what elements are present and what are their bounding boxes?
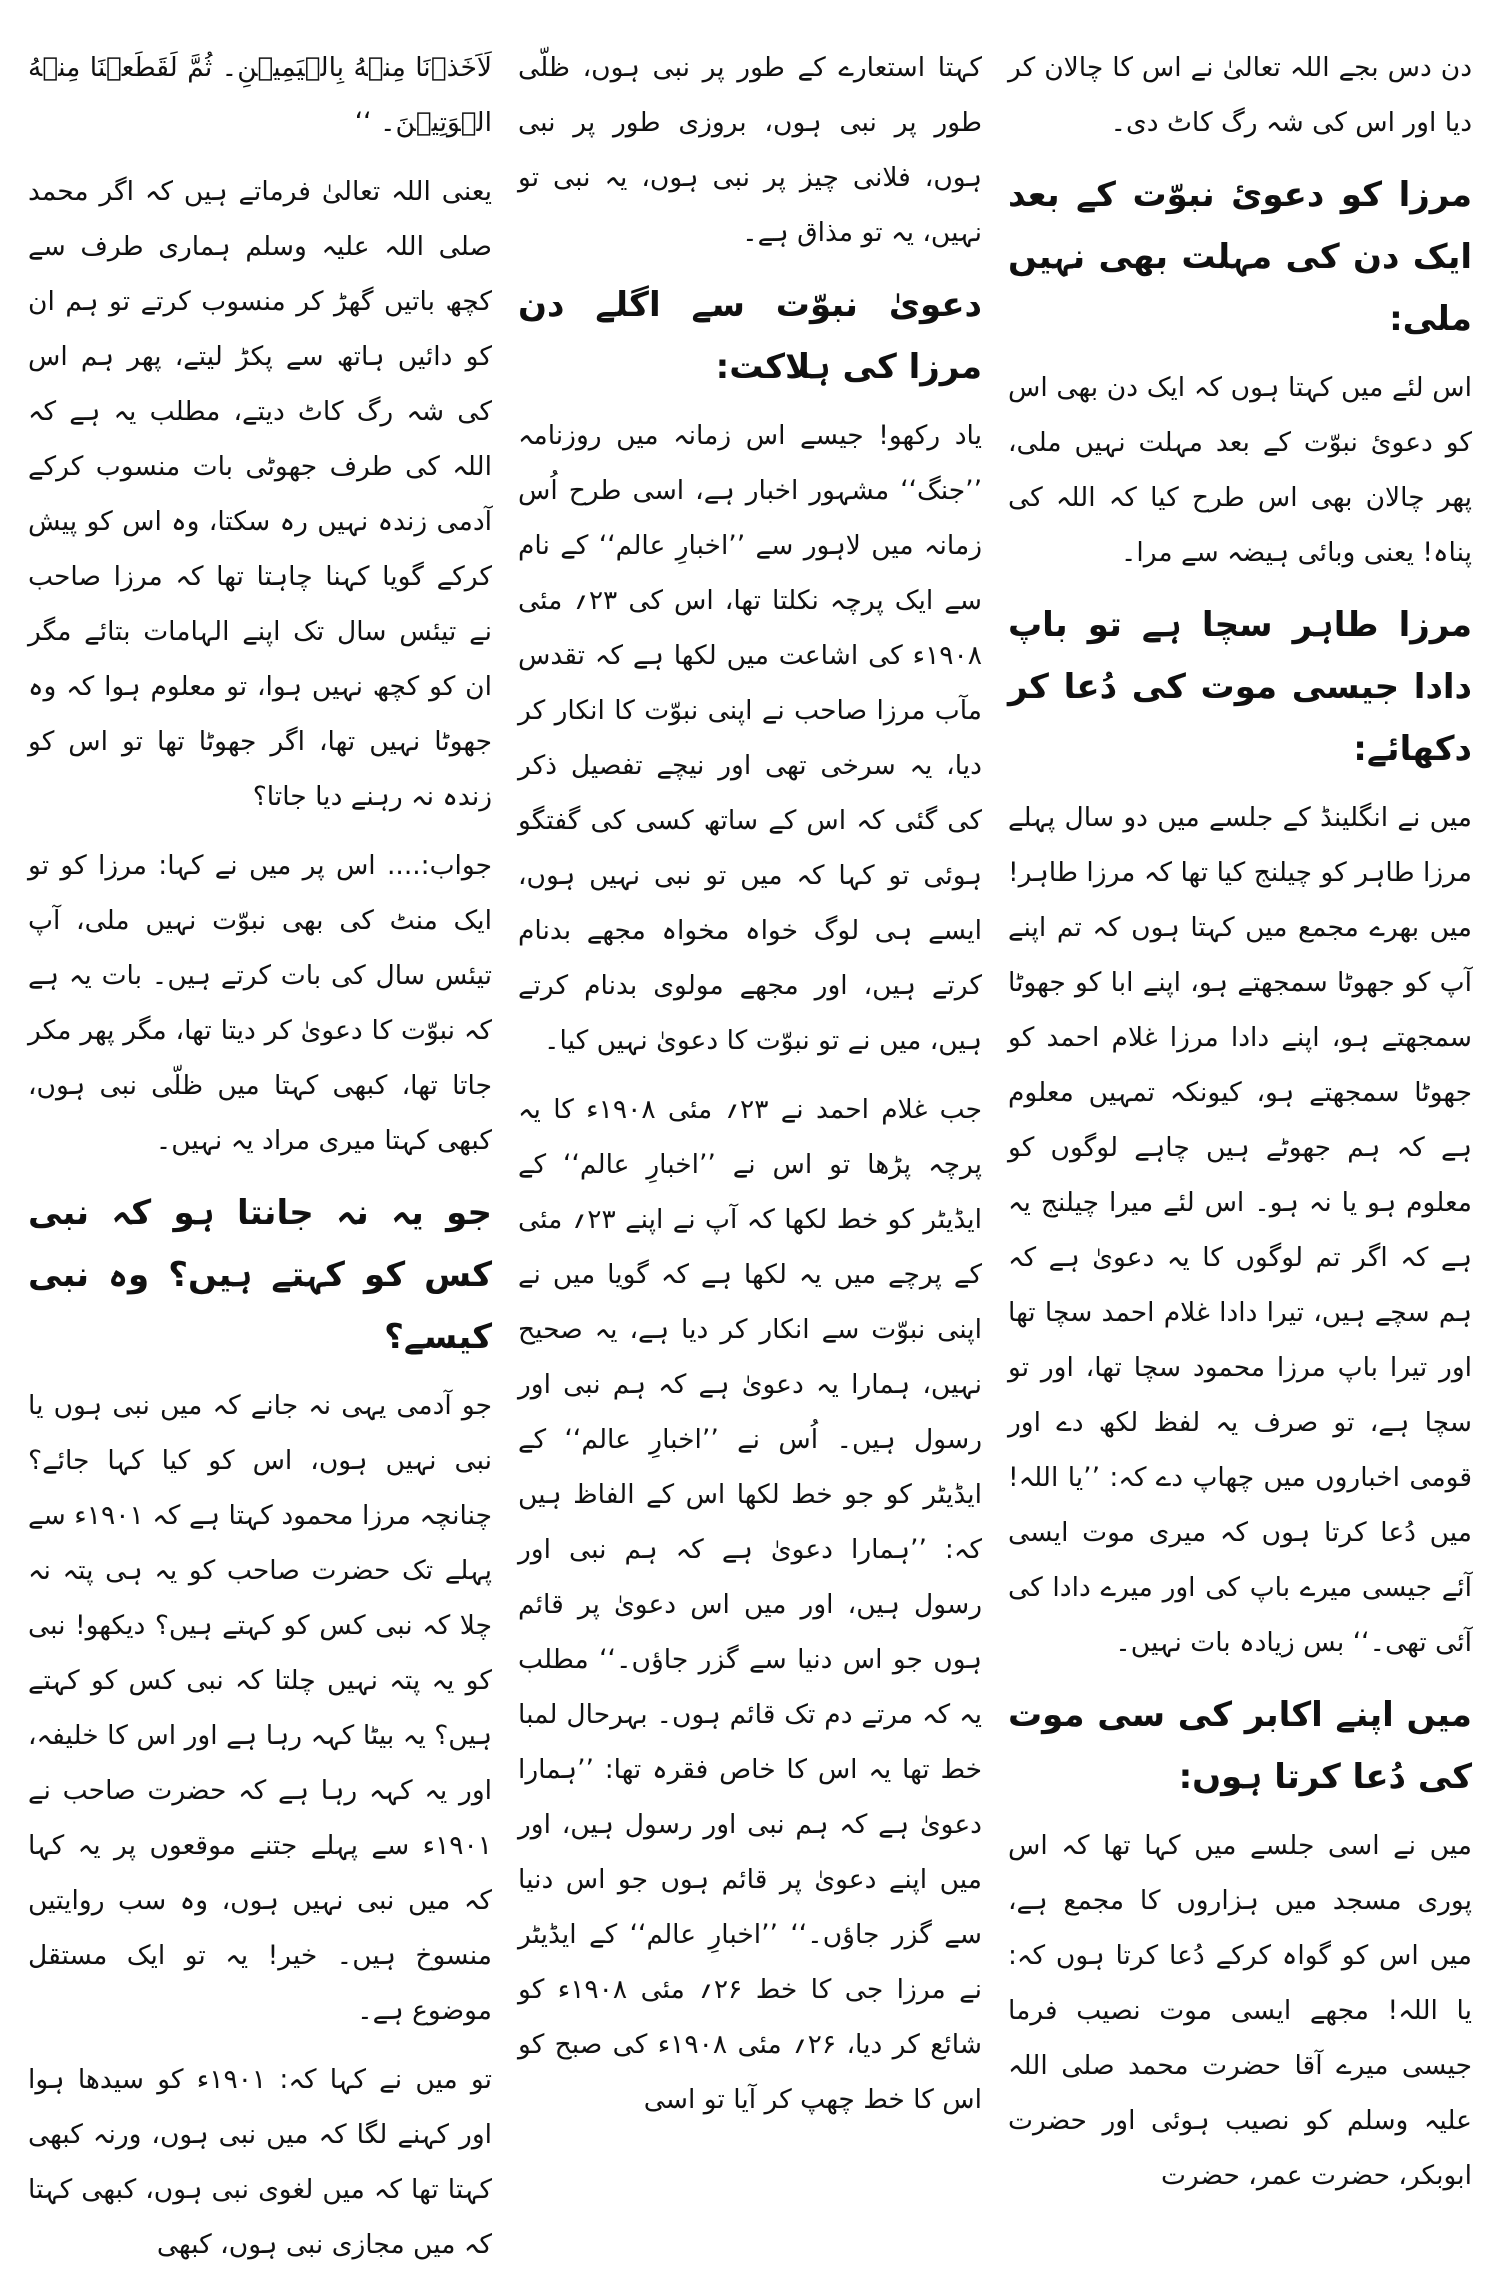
paragraph: جواب:.... اس پر میں نے کہا: مرزا کو تو ایک منٹ کی بھی نبوّت نہیں ملی، آپ تیئس سال کی بات کرتے ہیں۔ بات یہ ہے کہ نبوّت کا دعویٰ کر دیتا تھا، مگر پھر مکر جاتا تھا، کبھی کہتا میں ظلّی نبی ہوں، کبھی کہتا میری مراد یہ نہیں۔ [28,850,492,1156]
paragraph: میں نے انگلینڈ کے جلسے میں دو سال پہلے مرزا طاہر کو چیلنج کیا تھا کہ مرزا طاہر! میں بھرے مجمع میں کہتا ہوں کہ تم اپنے آپ کو جھوٹا سمجھتے ہو، اپنے ابا کو جھوٹا سمجھتے ہو، اپنے دادا مرزا غلام احمد کو جھوٹا سمجھتے ہو، کیونکہ تمہیں معلوم ہے کہ ہم جھوٹے ہیں چاہے لوگوں کو معلوم ہو یا نہ ہو۔ اس لئے میرا چیلنج یہ ہے کہ اگر تم لوگوں کا یہ دعویٰ ہے کہ ہم سچے ہیں، تیرا دادا غلام احمد سچا تھا اور تیرا باپ مرزا محمود سچا تھا، اور تو سچا ہے، تو صرف یہ لفظ لکھ دے اور قومی اخباروں میں چھاپ دے کہ: ’’یا اللہ! میں دُعا کرتا ہوں کہ میری موت ایسی آئے جیسی میرے باپ کی اور میرے دادا کی آئی تھی۔‘‘ بس زیادہ بات نہیں۔ [1008,802,1472,1658]
section-heading: دعویٰ نبوّت سے اگلے دن مرزا کی ہلاکت: [518,285,982,387]
paragraph: میں نے اسی جلسے میں کہا تھا کہ اس پوری مسجد میں ہزاروں کا مجمع ہے، میں اس کو گواہ کرکے دُعا کرتا ہوں کہ: یا اللہ! مجھے ایسی موت نصیب فرما جیسی میرے آقا حضرت محمد صلی اللہ علیہ وسلم کو نصیب ہوئی اور حضرت ابوبکر، حضرت عمر، حضرت [1008,1830,1472,2191]
text-column-middle [518,40,982,2180]
paragraph: جب غلام احمد نے ۲۳؍ مئی ۱۹۰۸ء کا یہ پرچہ پڑھا تو اس نے ’’اخبارِ عالم‘‘ کے ایڈیٹر کو خط لکھا کہ آپ نے اپنے ۲۳؍ مئی کے پرچے میں یہ لکھا ہے کہ گویا میں نے اپنی نبوّت سے انکار کر دیا ہے، یہ صحیح نہیں، ہمارا یہ دعویٰ ہے کہ ہم نبی اور رسول ہیں۔ اُس نے ’’اخبارِ عالم‘‘ کے ایڈیٹر کو جو خط لکھا اس کے الفاظ ہیں کہ: ’’ہمارا دعویٰ ہے کہ ہم نبی اور رسول ہیں، اور میں اس دعویٰ پر قائم ہوں جو اس دنیا سے گزر جاؤں۔‘‘ مطلب یہ کہ مرتے دم تک قائم ہوں۔ بہرحال لمبا خط تھا یہ اس کا خاص فقرہ تھا: ’’ہمارا دعویٰ ہے کہ ہم نبی اور رسول ہیں، اور میں اپنے دعویٰ پر قائم ہوں جو اس دنیا سے گزر جاؤں۔‘‘ ’’اخبارِ عالم‘‘ کے ایڈیٹر نے مرزا جی کا خط ۲۶؍ مئی ۱۹۰۸ء کو شائع کر دیا، ۲۶؍ مئی ۱۹۰۸ء کی صبح کو اس کا خط چھپ کر آیا تو اسی [518,1094,983,2115]
paragraph: اس لئے میں کہتا ہوں کہ ایک دن بھی اس کو دعویٔ نبوّت کے بعد مہلت نہیں ملی، پھر چالان بھی اس طرح کیا کہ اللہ کی پناہ! یعنی وبائی ہیضہ سے مرا۔ [1008,372,1472,568]
text-column-right [28,40,492,2260]
paragraph: یعنی اللہ تعالیٰ فرماتے ہیں کہ اگر محمد صلی اللہ علیہ وسلم ہماری طرف سے کچھ باتیں گھڑ کر منسوب کرتے تو ہم ان کو دائیں ہاتھ سے پکڑ لیتے، پھر ہم اس کی شہ رگ کاٹ دیتے، مطلب یہ ہے کہ اللہ کی طرف جھوٹی بات منسوب کرکے آدمی زندہ نہیں رہ سکتا، وہ اس کو پیش کرکے گویا کہنا چاہتا تھا کہ مرزا صاحب نے تیئس سال تک اپنے الہامات بتائے مگر ان کو کچھ نہیں ہوا، تو معلوم ہوا کہ وہ جھوٹا نہیں تھا، اگر جھوٹا تھا تو اس کو زندہ نہ رہنے دیا جاتا؟ [28,176,492,812]
paragraph: یاد رکھو! جیسے اس زمانہ میں روزنامہ ’’جنگ‘‘ مشہور اخبار ہے، اسی طرح اُس زمانہ میں لاہور سے ’’اخبارِ عالم‘‘ کے نام سے ایک پرچہ نکلتا تھا، اس کی ۲۳؍ مئی ۱۹۰۸ء کی اشاعت میں لکھا ہے کہ تقدس مآب مرزا صاحب نے اپنی نبوّت کا انکار کر دیا، یہ سرخی تھی اور نیچے تفصیل ذکر کی گئی کہ اس کے ساتھ کسی کی گفتگو ہوئی تو کہا کہ میں تو نبی نہیں ہوں، ایسے ہی لوگ خواہ مخواہ مجھے بدنام کرتے ہیں، اور مجھے مولوی بدنام کرتے ہیں، میں نے تو نبوّت کا دعویٰ نہیں کیا۔ [518,420,982,1056]
paragraph: جو آدمی یہی نہ جانے کہ میں نبی ہوں یا نبی نہیں ہوں، اس کو کیا کہا جائے؟ چنانچہ مرزا محمود کہتا ہے کہ ۱۹۰۱ء سے پہلے تک حضرت صاحب کو یہ ہی پتہ نہ چلا کہ نبی کس کو کہتے ہیں؟ دیکھو! نبی کو یہ پتہ نہیں چلتا کہ نبی کس کو کہتے ہیں؟ یہ بیٹا کہہ رہا ہے اور اس کا خلیفہ، اور یہ کہہ رہا ہے کہ حضرت صاحب نے ۱۹۰۱ء سے پہلے جتنے موقعوں پر یہ کہا کہ میں نبی نہیں ہوں، وہ سب روایتیں منسوخ ہیں۔ خیر! یہ تو ایک مستقل موضوع ہے۔ [28,1390,492,2026]
section-heading: میں اپنے اکابر کی سی موت کی دُعا کرتا ہوں: [1008,1695,1472,1797]
text-column-left [1008,40,1472,2191]
paragraph: کہتا استعارے کے طور پر نبی ہوں، ظلّی طور پر نبی ہوں، بروزی طور پر نبی ہوں، فلانی چیز پر نبی ہوں، یہ نبی تو نہیں، یہ تو مذاق ہے۔ [518,52,982,248]
paragraph: لَاَخَذۡنَا مِنۡهُ بِالۡیَمِیۡنِ۔ ثُمَّ لَقَطَعۡنَا مِنۡهُ الۡوَتِیۡنَ۔ ‘‘ [28,52,492,138]
paragraph: دن دس بجے اللہ تعالیٰ نے اس کا چالان کر دیا اور اس کی شہ رگ کاٹ دی۔ [1008,52,1472,138]
paragraph: تو میں نے کہا کہ: ۱۹۰۱ء کو سیدھا ہوا اور کہنے لگا کہ میں نبی ہوں، ورنہ کبھی کہتا تھا کہ میں لغوی نبی ہوں، کبھی کہتا کہ میں مجازی نبی ہوں، کبھی [28,2064,492,2260]
section-heading: جو یہ نہ جانتا ہو کہ نبی کس کو کہتے ہیں؟ وہ نبی کیسے؟ [28,1193,492,1357]
section-heading: مرزا طاہر سچا ہے تو باپ دادا جیسی موت کی دُعا کر دکھائے: [1008,605,1472,769]
section-heading: مرزا کو دعویٔ نبوّت کے بعد ایک دن کی مہلت بھی نہیں ملی: [1008,175,1472,339]
